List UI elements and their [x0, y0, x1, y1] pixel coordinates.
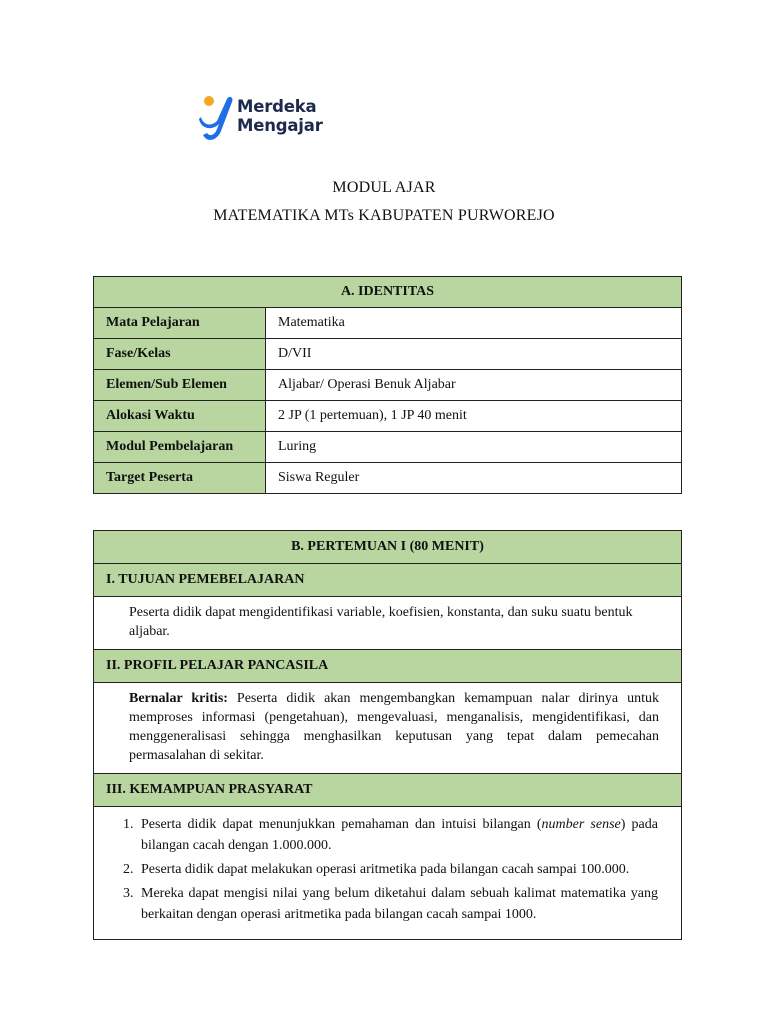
identitas-header-row [94, 277, 682, 308]
list-item [137, 814, 658, 856]
identitas-table [93, 276, 682, 494]
item1-italic: number sense [541, 817, 621, 832]
row-label: Alokasi Waktu [94, 401, 266, 432]
row-label: Mata Pelajaran [94, 308, 266, 339]
logo-line1: Merdeka [237, 97, 317, 116]
logo-wordmark [237, 97, 323, 135]
table-row [94, 339, 682, 370]
identitas-heading: A. IDENTITAS [94, 277, 682, 308]
prasyarat-list [95, 808, 680, 938]
tujuan-text: Peserta didik dapat mengidentifikasi variable, koefisien, konstanta, dan suku suatu bentuk aljabar. [94, 597, 682, 650]
title-line2: MATEMATIKA MTs KABUPATEN PURWOREJO [213, 207, 555, 224]
merdeka-mengajar-logo [199, 95, 339, 145]
row-label: Elemen/Sub Elemen [94, 370, 266, 401]
row-value: Matematika [266, 308, 682, 339]
table-row [94, 401, 682, 432]
profil-heading: II. PROFIL PELAJAR PANCASILA [94, 650, 682, 683]
prasyarat-header-row [94, 774, 682, 807]
row-value: 2 JP (1 pertemuan), 1 JP 40 menit [266, 401, 682, 432]
item1-pre: Peserta didik dapat menunjukkan pemahaman dan intuisi bilangan ( [141, 817, 542, 832]
list-item: 3. Mereka dapat mengisi nilai yang belum diketahui dalam sebuah kalimat matematika yang berkaitan dengan operasi aritmetika pada bilangan cacah sampai 1000. [137, 883, 658, 925]
profil-header-row [94, 650, 682, 683]
pertemuan-header-row [94, 531, 682, 564]
list-item: 2. Peserta didik dapat melakukan operasi aritmetika pada bilangan cacah sampai 100.000. [137, 859, 658, 880]
profil-body [94, 683, 682, 774]
table-row [94, 370, 682, 401]
prasyarat-heading: III. KEMAMPUAN PRASYARAT [94, 774, 682, 807]
profil-body-row [94, 683, 682, 774]
row-label: Fase/Kelas [94, 339, 266, 370]
document-title [0, 174, 768, 230]
merdeka-mengajar-logo-icon [199, 95, 233, 143]
profil-bold-label: Bernalar kritis: [129, 691, 228, 706]
pertemuan-heading: B. PERTEMUAN I (80 MENIT) [94, 531, 682, 564]
item1-post: ) pada bilangan cacah dengan 1.000.000. [141, 817, 658, 853]
row-value: Luring [266, 432, 682, 463]
row-value: Aljabar/ Operasi Benuk Aljabar [266, 370, 682, 401]
row-value: Siswa Reguler [266, 463, 682, 494]
prasyarat-body-row [94, 807, 682, 940]
prasyarat-body [94, 807, 682, 940]
table-row [94, 463, 682, 494]
logo-line2: Mengajar [237, 116, 323, 135]
title-line1: MODUL AJAR [332, 179, 436, 196]
tujuan-header-row [94, 564, 682, 597]
tujuan-heading: I. TUJUAN PEMEBELAJARAN [94, 564, 682, 597]
table-row [94, 308, 682, 339]
table-row [94, 432, 682, 463]
row-label: Modul Pembelajaran [94, 432, 266, 463]
row-value: D/VII [266, 339, 682, 370]
row-label: Target Peserta [94, 463, 266, 494]
profil-text: Peserta didik akan mengembangkan kemampuan nalar dirinya untuk memproses informasi (pengetahuan), mengevaluasi, menganalisis, mengidentifikasi, dan menggeneralisasi sehingga menghasilkan keputusan yang tepat dalam pemecahan permasalahan di sekitar. [129, 691, 659, 763]
pertemuan-table [93, 530, 682, 940]
tujuan-body-row [94, 597, 682, 650]
